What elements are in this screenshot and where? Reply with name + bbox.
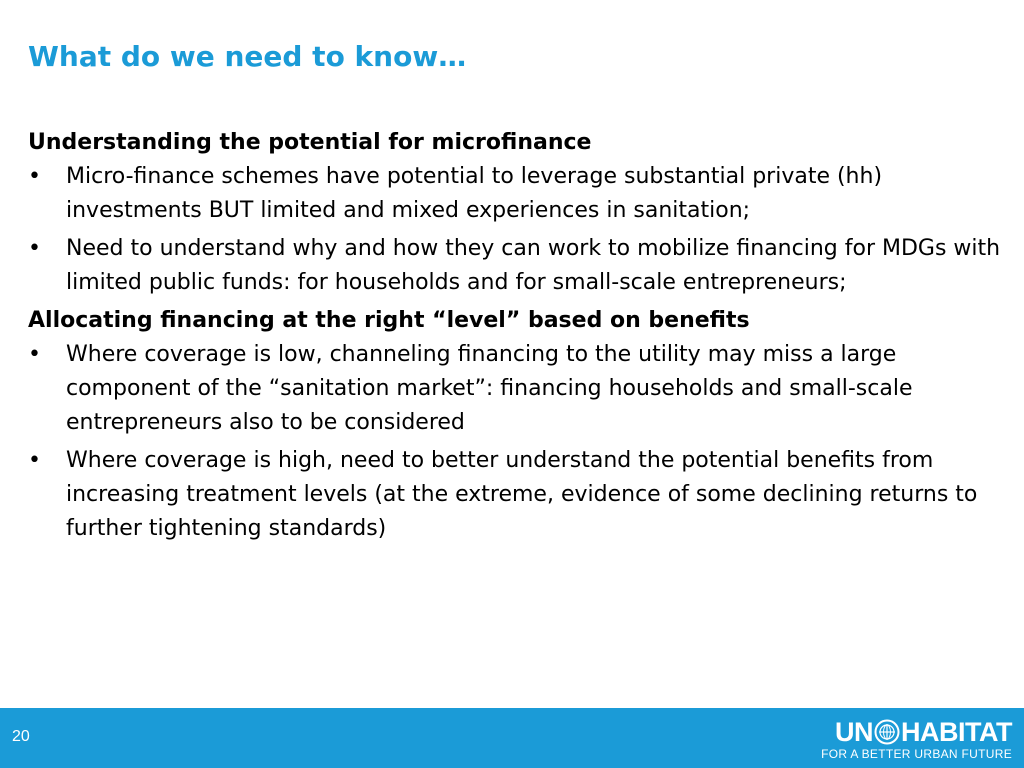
logo-tagline: FOR A BETTER URBAN FUTURE <box>821 747 1012 761</box>
bullet-item <box>28 444 1008 546</box>
bullet-text: Micro-finance schemes have potential to leverage substantial private (hh) investments BUT limited and mixed experiences in sanitation; <box>66 164 883 223</box>
logo-text-habitat: HABITAT <box>901 717 1012 747</box>
logo-text-un: UN <box>835 717 874 747</box>
logo-wordmark <box>835 718 1012 746</box>
slide-content <box>28 126 1008 550</box>
bullet-icon: • <box>28 236 41 261</box>
bullet-item <box>28 232 1008 300</box>
bullet-text: Need to understand why and how they can work to mobilize financing for MDGs with limited public funds: for households and for small-scale entrepreneurs; <box>66 236 1001 295</box>
bullet-icon: • <box>28 342 41 367</box>
bullet-text: Where coverage is low, channeling financing to the utility may miss a large component of the “sanitation market”: financing households and small-scale entrepreneurs also to be considered <box>66 342 913 435</box>
un-emblem-icon <box>874 719 900 745</box>
bullet-icon: • <box>28 448 41 473</box>
footer-bar <box>0 708 1024 768</box>
section-heading-microfinance: Understanding the potential for microfinance <box>28 130 592 155</box>
bullet-icon: • <box>28 164 41 189</box>
bullet-text: Where coverage is high, need to better understand the potential benefits from increasing treatment levels (at the extreme, evidence of some declining returns to further tightening standards) <box>66 448 978 541</box>
bullet-item <box>28 338 1008 440</box>
slide-title: What do we need to know… <box>28 40 467 73</box>
page-number: 20 <box>12 728 30 745</box>
section-heading-allocating: Allocating financing at the right “level” based on benefits <box>28 308 750 333</box>
bullet-list-microfinance <box>28 160 1008 300</box>
bullet-item <box>28 160 1008 228</box>
bullet-list-allocating <box>28 338 1008 546</box>
un-habitat-logo <box>812 718 1012 762</box>
